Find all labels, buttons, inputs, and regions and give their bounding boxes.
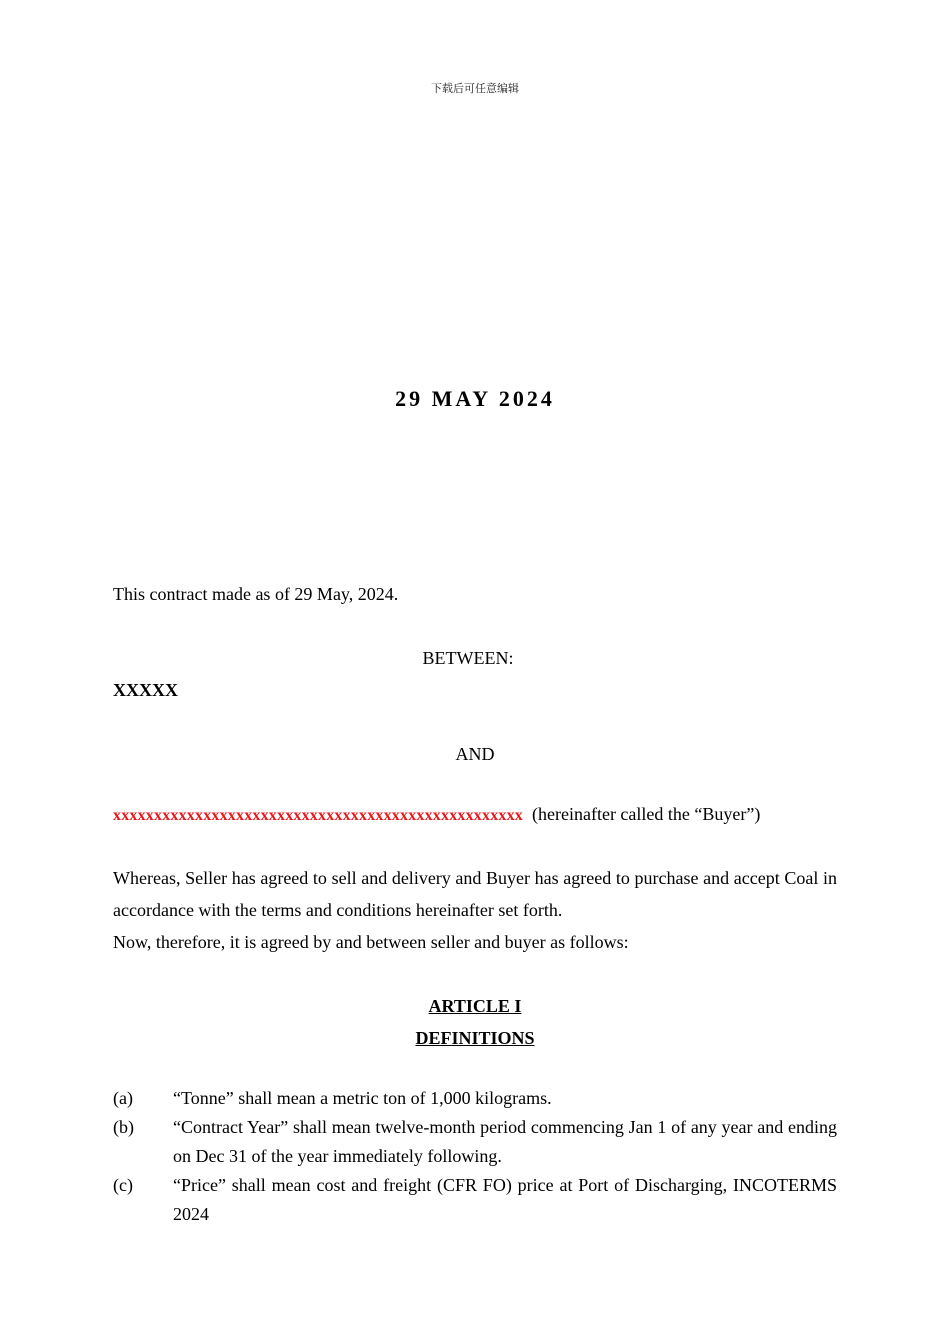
definition-marker: (c)	[113, 1175, 133, 1195]
now-therefore-paragraph: Now, therefore, it is agreed by and between seller and buyer as follows:	[113, 932, 629, 952]
header-note: 下载后可任意编辑	[431, 82, 519, 95]
definitions-list	[113, 1084, 837, 1229]
definition-text: “Tonne” shall mean a metric ton of 1,000 kilograms.	[173, 1088, 552, 1108]
buyer-suffix: (hereinafter called the “Buyer”)	[532, 804, 761, 824]
buyer-name: xxxxxxxxxxxxxxxxxxxxxxxxxxxxxxxxxxxxxxxxxxxxxxxxxx	[113, 807, 523, 824]
article-title: DEFINITIONS	[415, 1028, 535, 1048]
article-number: ARTICLE I	[428, 996, 522, 1016]
between-label	[113, 642, 837, 674]
definition-text: “Contract Year” shall mean twelve-month period commencing Jan 1 of any year and ending on Dec 31 of the year immediately following.	[173, 1117, 837, 1166]
whereas-paragraph: Whereas, Seller has agreed to sell and delivery and Buyer has agreed to purchase and accept Coal in accordance with the terms and conditions hereinafter set forth.	[113, 868, 837, 920]
definition-text: “Price” shall mean cost and freight (CFR FO) price at Port of Discharging, INCOTERMS 2024	[173, 1175, 837, 1224]
buyer-line	[113, 798, 837, 832]
and-label: AND	[455, 744, 495, 764]
definition-item	[113, 1084, 837, 1113]
definition-marker: (a)	[113, 1088, 133, 1108]
definition-marker: (b)	[113, 1117, 134, 1137]
cover-date: 29 MAY 2024	[395, 386, 555, 411]
definition-item	[113, 1171, 837, 1229]
party-one-name: XXXXX	[113, 680, 178, 700]
recitals	[113, 862, 837, 958]
contract-date-line: This contract made as of 29 May, 2024.	[113, 584, 399, 604]
between-text: BETWEEN:	[422, 648, 514, 668]
definition-item	[113, 1113, 837, 1171]
